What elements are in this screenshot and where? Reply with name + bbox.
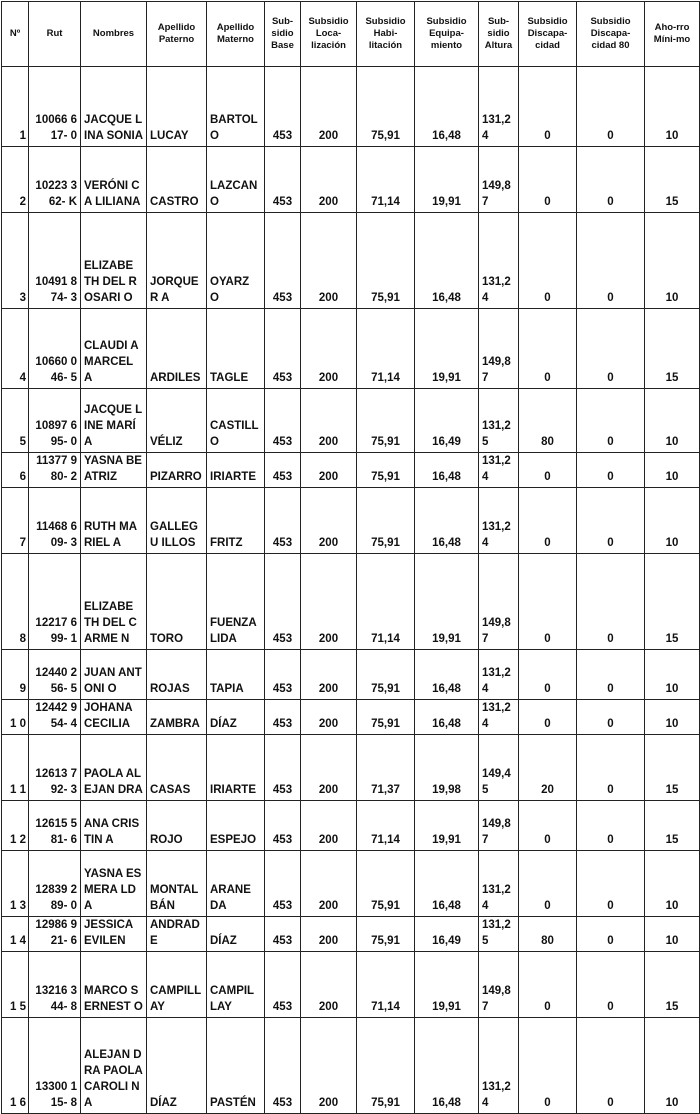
row-number: 3 [2, 213, 29, 309]
subsidio-equipamiento-cell: 16,48 [415, 1018, 479, 1114]
subsidio-discapacidad-80-cell: 0 [577, 554, 645, 650]
ahorro-minimo-cell: 15 [645, 735, 700, 801]
subsidio-altura-cell: 131,2 4 [479, 67, 519, 147]
nombres-cell: RUTH MARIEL A [81, 488, 147, 554]
subsidio-habilitacion-cell: 75,91 [357, 213, 415, 309]
subsidio-habilitacion-cell: 75,91 [357, 453, 415, 488]
apellido-paterno-cell: PIZARRO [147, 453, 207, 488]
apellido-paterno-cell: CAMPILL AY [147, 952, 207, 1018]
subsidio-localizacion-cell: 200 [301, 851, 357, 917]
subsidio-localizacion-cell: 200 [301, 389, 357, 453]
nombres-cell: PAOLA ALEJAN DRA [81, 735, 147, 801]
apellido-materno-cell: IRIARTE [207, 735, 265, 801]
apellido-materno-cell: FRITZ [207, 488, 265, 554]
apellido-materno-cell: OYARZ O [207, 213, 265, 309]
ahorro-minimo-cell: 15 [645, 554, 700, 650]
col-header-subsidio-altura: Sub-sidio Altura [479, 2, 519, 67]
subsidio-altura-cell: 131,2 4 [479, 213, 519, 309]
ahorro-minimo-cell: 15 [645, 147, 700, 213]
table-row [2, 917, 700, 952]
rut-cell: 12839 289- 0 [29, 851, 81, 917]
ahorro-minimo-cell: 10 [645, 851, 700, 917]
row-number: 1 5 [2, 952, 29, 1018]
table-row [2, 309, 700, 389]
nombres-cell: ELIZABE TH DEL ROSARI O [81, 213, 147, 309]
ahorro-minimo-cell: 10 [645, 650, 700, 700]
col-header-nro: Nº [2, 2, 29, 67]
subsidio-habilitacion-cell: 71,14 [357, 952, 415, 1018]
subsidio-localizacion-cell: 200 [301, 1018, 357, 1114]
apellido-paterno-cell: ROJO [147, 801, 207, 851]
ahorro-minimo-cell: 15 [645, 952, 700, 1018]
apellido-materno-cell: BARTOL O [207, 67, 265, 147]
header-row [2, 2, 700, 67]
subsidio-altura-cell: 131,2 5 [479, 389, 519, 453]
apellido-materno-cell: CAMPIL LAY [207, 952, 265, 1018]
ahorro-minimo-cell: 10 [645, 389, 700, 453]
subsidio-localizacion-cell: 200 [301, 952, 357, 1018]
subsidio-localizacion-cell: 200 [301, 488, 357, 554]
subsidio-discapacidad-cell: 0 [519, 147, 577, 213]
subsidio-localizacion-cell: 200 [301, 801, 357, 851]
subsidio-discapacidad-cell: 0 [519, 700, 577, 735]
rut-cell: 11377 980- 2 [29, 453, 81, 488]
subsidio-altura-cell: 131,2 4 [479, 650, 519, 700]
subsidio-localizacion-cell: 200 [301, 309, 357, 389]
nombres-cell: ELIZABE TH DEL CARME N [81, 554, 147, 650]
apellido-materno-cell: CASTILL O [207, 389, 265, 453]
subsidio-equipamiento-cell: 16,48 [415, 700, 479, 735]
nombres-cell: VERÓNI CA LILIANA [81, 147, 147, 213]
subsidio-localizacion-cell: 200 [301, 700, 357, 735]
subsidio-habilitacion-cell: 75,91 [357, 488, 415, 554]
ahorro-minimo-cell: 10 [645, 67, 700, 147]
row-number: 1 0 [2, 700, 29, 735]
table-row [2, 488, 700, 554]
ahorro-minimo-cell: 15 [645, 801, 700, 851]
apellido-materno-cell: IRIARTE [207, 453, 265, 488]
rut-cell: 12615 581- 6 [29, 801, 81, 851]
table-row [2, 147, 700, 213]
nombres-cell: ALEJAN DRA PAOLA CAROLI NA [81, 1018, 147, 1114]
nombres-cell: CLAUDI A MARCEL A [81, 309, 147, 389]
subsidio-habilitacion-cell: 75,91 [357, 1018, 415, 1114]
ahorro-minimo-cell: 10 [645, 917, 700, 952]
apellido-paterno-cell: CASTRO [147, 147, 207, 213]
ahorro-minimo-cell: 10 [645, 700, 700, 735]
subsidio-altura-cell: 149,8 7 [479, 309, 519, 389]
subsidio-discapacidad-cell: 0 [519, 952, 577, 1018]
row-number: 6 [2, 453, 29, 488]
subsidio-discapacidad-80-cell: 0 [577, 650, 645, 700]
rut-cell: 12613 792- 3 [29, 735, 81, 801]
nombres-cell: JOHANA CECILIA [81, 700, 147, 735]
subsidio-altura-cell: 131,2 4 [479, 1018, 519, 1114]
subsidio-equipamiento-cell: 16,49 [415, 917, 479, 952]
row-number: 1 6 [2, 1018, 29, 1114]
subsidio-localizacion-cell: 200 [301, 213, 357, 309]
subsidio-altura-cell: 131,2 4 [479, 488, 519, 554]
subsidio-equipamiento-cell: 19,91 [415, 554, 479, 650]
subsidio-base-cell: 453 [265, 851, 301, 917]
col-header-apellido-materno: Apellido Materno [207, 2, 265, 67]
apellido-materno-cell: FUENZA LIDA [207, 554, 265, 650]
apellido-paterno-cell: VÉLIZ [147, 389, 207, 453]
row-number: 1 3 [2, 851, 29, 917]
subsidio-base-cell: 453 [265, 735, 301, 801]
subsidio-localizacion-cell: 200 [301, 650, 357, 700]
subsidio-equipamiento-cell: 19,91 [415, 309, 479, 389]
table-row [2, 735, 700, 801]
apellido-paterno-cell: LUCAY [147, 67, 207, 147]
nombres-cell: MARCO S ERNEST O [81, 952, 147, 1018]
subsidio-discapacidad-80-cell: 0 [577, 309, 645, 389]
nombres-cell: YASNA ESMERA LDA [81, 851, 147, 917]
table-row [2, 1018, 700, 1114]
subsidio-discapacidad-cell: 0 [519, 67, 577, 147]
subsidio-equipamiento-cell: 16,49 [415, 389, 479, 453]
subsidio-discapacidad-cell: 0 [519, 309, 577, 389]
table-row [2, 952, 700, 1018]
subsidio-equipamiento-cell: 16,48 [415, 453, 479, 488]
subsidio-discapacidad-cell: 80 [519, 917, 577, 952]
subsidio-base-cell: 453 [265, 554, 301, 650]
subsidio-altura-cell: 149,8 7 [479, 952, 519, 1018]
subsidio-altura-cell: 131,2 4 [479, 700, 519, 735]
row-number: 1 1 [2, 735, 29, 801]
table-row [2, 67, 700, 147]
col-header-subsidio-habilitacion: Subsidio Habi-litación [357, 2, 415, 67]
subsidio-equipamiento-cell: 16,48 [415, 488, 479, 554]
apellido-materno-cell: DÍAZ [207, 917, 265, 952]
apellido-paterno-cell: TORO [147, 554, 207, 650]
apellido-paterno-cell: GALLEGU ILLOS [147, 488, 207, 554]
subsidio-discapacidad-80-cell: 0 [577, 488, 645, 554]
subsidio-discapacidad-80-cell: 0 [577, 851, 645, 917]
subsidio-altura-cell: 131,2 4 [479, 453, 519, 488]
subsidio-habilitacion-cell: 71,14 [357, 147, 415, 213]
apellido-materno-cell: LAZCAN O [207, 147, 265, 213]
subsidio-localizacion-cell: 200 [301, 67, 357, 147]
apellido-paterno-cell: MONTAL BÁN [147, 851, 207, 917]
subsidio-discapacidad-cell: 0 [519, 1018, 577, 1114]
col-header-subsidio-discapacidad-80: Subsidio Discapa-cidad 80 [577, 2, 645, 67]
row-number: 2 [2, 147, 29, 213]
table-row [2, 453, 700, 488]
rut-cell: 10660 046- 5 [29, 309, 81, 389]
table-row [2, 650, 700, 700]
col-header-nombres: Nombres [81, 2, 147, 67]
rut-cell: 12217 699- 1 [29, 554, 81, 650]
subsidio-habilitacion-cell: 75,91 [357, 67, 415, 147]
ahorro-minimo-cell: 15 [645, 309, 700, 389]
subsidio-localizacion-cell: 200 [301, 554, 357, 650]
rut-cell: 10223 362- K [29, 147, 81, 213]
subsidio-base-cell: 453 [265, 917, 301, 952]
apellido-paterno-cell: DÍAZ [147, 1018, 207, 1114]
apellido-paterno-cell: ZAMBRA [147, 700, 207, 735]
table-row [2, 389, 700, 453]
subsidio-habilitacion-cell: 75,91 [357, 917, 415, 952]
subsidio-discapacidad-80-cell: 0 [577, 213, 645, 309]
subsidio-discapacidad-80-cell: 0 [577, 952, 645, 1018]
rut-cell: 12986 921- 6 [29, 917, 81, 952]
subsidio-discapacidad-80-cell: 0 [577, 1018, 645, 1114]
apellido-paterno-cell: ARDILES [147, 309, 207, 389]
rut-cell: 11468 609- 3 [29, 488, 81, 554]
nombres-cell: JACQUE LINE MARÍA [81, 389, 147, 453]
rut-cell: 10897 695- 0 [29, 389, 81, 453]
subsidio-altura-cell: 131,2 5 [479, 917, 519, 952]
table-body [2, 67, 700, 1114]
subsidio-localizacion-cell: 200 [301, 453, 357, 488]
apellido-paterno-cell: ANDRAD E [147, 917, 207, 952]
rut-cell: 13300 115- 8 [29, 1018, 81, 1114]
ahorro-minimo-cell: 10 [645, 453, 700, 488]
subsidio-discapacidad-80-cell: 0 [577, 67, 645, 147]
row-number: 4 [2, 309, 29, 389]
subsidio-discapacidad-cell: 0 [519, 851, 577, 917]
subsidio-base-cell: 453 [265, 700, 301, 735]
subsidio-discapacidad-cell: 0 [519, 488, 577, 554]
col-header-subsidio-base: Sub-sidio Base [265, 2, 301, 67]
subsidio-equipamiento-cell: 16,48 [415, 851, 479, 917]
col-header-ahorro-minimo: Aho-rro Míni-mo [645, 2, 700, 67]
table-row [2, 851, 700, 917]
subsidio-habilitacion-cell: 75,91 [357, 851, 415, 917]
subsidio-altura-cell: 149,4 5 [479, 735, 519, 801]
row-number: 7 [2, 488, 29, 554]
subsidio-base-cell: 453 [265, 67, 301, 147]
table-row [2, 801, 700, 851]
col-header-subsidio-discapacidad: Subsidio Discapa-cidad [519, 2, 577, 67]
nombres-cell: YASNA BEATRIZ [81, 453, 147, 488]
subsidio-equipamiento-cell: 16,48 [415, 650, 479, 700]
subsidio-habilitacion-cell: 75,91 [357, 650, 415, 700]
subsidio-discapacidad-80-cell: 0 [577, 735, 645, 801]
nombres-cell: JUAN ANTONI O [81, 650, 147, 700]
apellido-paterno-cell: CASAS [147, 735, 207, 801]
subsidio-base-cell: 453 [265, 213, 301, 309]
row-number: 1 [2, 67, 29, 147]
table-row [2, 554, 700, 650]
apellido-materno-cell: ESPEJO [207, 801, 265, 851]
subsidio-altura-cell: 149,8 7 [479, 147, 519, 213]
subsidio-equipamiento-cell: 19,91 [415, 801, 479, 851]
subsidio-discapacidad-80-cell: 0 [577, 917, 645, 952]
table-row [2, 700, 700, 735]
apellido-materno-cell: TAGLE [207, 309, 265, 389]
rut-cell: 10066 617- 0 [29, 67, 81, 147]
row-number: 1 2 [2, 801, 29, 851]
col-header-rut: Rut [29, 2, 81, 67]
subsidio-discapacidad-cell: 20 [519, 735, 577, 801]
subsidio-discapacidad-80-cell: 0 [577, 700, 645, 735]
subsidio-localizacion-cell: 200 [301, 147, 357, 213]
subsidio-base-cell: 453 [265, 650, 301, 700]
rut-cell: 13216 344- 8 [29, 952, 81, 1018]
row-number: 5 [2, 389, 29, 453]
col-header-subsidio-localizacion: Subsidio Loca-lización [301, 2, 357, 67]
subsidio-discapacidad-cell: 80 [519, 389, 577, 453]
row-number: 8 [2, 554, 29, 650]
subsidio-equipamiento-cell: 16,48 [415, 213, 479, 309]
row-number: 1 4 [2, 917, 29, 952]
subsidio-base-cell: 453 [265, 147, 301, 213]
subsidio-equipamiento-cell: 19,91 [415, 147, 479, 213]
subsidio-base-cell: 453 [265, 801, 301, 851]
subsidio-altura-cell: 149,8 7 [479, 801, 519, 851]
apellido-paterno-cell: JORQUER A [147, 213, 207, 309]
rut-cell: 12440 256- 5 [29, 650, 81, 700]
subsidio-localizacion-cell: 200 [301, 735, 357, 801]
apellido-paterno-cell: ROJAS [147, 650, 207, 700]
subsidio-equipamiento-cell: 19,91 [415, 952, 479, 1018]
subsidio-habilitacion-cell: 71,37 [357, 735, 415, 801]
subsidio-discapacidad-cell: 0 [519, 650, 577, 700]
subsidio-base-cell: 453 [265, 488, 301, 554]
rut-cell: 12442 954- 4 [29, 700, 81, 735]
subsidio-discapacidad-80-cell: 0 [577, 801, 645, 851]
subsidio-habilitacion-cell: 71,14 [357, 801, 415, 851]
subsidio-discapacidad-cell: 0 [519, 213, 577, 309]
ahorro-minimo-cell: 10 [645, 213, 700, 309]
apellido-materno-cell: PASTÉN [207, 1018, 265, 1114]
subsidio-discapacidad-80-cell: 0 [577, 389, 645, 453]
apellido-materno-cell: DÍAZ [207, 700, 265, 735]
subsidio-discapacidad-80-cell: 0 [577, 147, 645, 213]
subsidio-base-cell: 453 [265, 453, 301, 488]
col-header-apellido-paterno: Apellido Paterno [147, 2, 207, 67]
ahorro-minimo-cell: 10 [645, 1018, 700, 1114]
subsidio-discapacidad-80-cell: 0 [577, 453, 645, 488]
apellido-materno-cell: ARANE DA [207, 851, 265, 917]
subsidio-localizacion-cell: 200 [301, 917, 357, 952]
subsidio-habilitacion-cell: 75,91 [357, 389, 415, 453]
subsidio-discapacidad-cell: 0 [519, 453, 577, 488]
subsidio-discapacidad-cell: 0 [519, 554, 577, 650]
nombres-cell: ANA CRISTIN A [81, 801, 147, 851]
subsidio-habilitacion-cell: 75,91 [357, 700, 415, 735]
ahorro-minimo-cell: 10 [645, 488, 700, 554]
subsidy-table [1, 1, 700, 1114]
subsidio-altura-cell: 149,8 7 [479, 554, 519, 650]
subsidio-discapacidad-cell: 0 [519, 801, 577, 851]
subsidio-habilitacion-cell: 71,14 [357, 554, 415, 650]
col-header-subsidio-equipamiento: Subsidio Equipa-miento [415, 2, 479, 67]
subsidio-base-cell: 453 [265, 389, 301, 453]
rut-cell: 10491 874- 3 [29, 213, 81, 309]
nombres-cell: JESSICA EVILEN [81, 917, 147, 952]
subsidio-habilitacion-cell: 71,14 [357, 309, 415, 389]
subsidio-base-cell: 453 [265, 1018, 301, 1114]
table-row [2, 213, 700, 309]
nombres-cell: JACQUE LINA SONIA [81, 67, 147, 147]
apellido-materno-cell: TAPIA [207, 650, 265, 700]
subsidio-base-cell: 453 [265, 309, 301, 389]
subsidio-altura-cell: 131,2 4 [479, 851, 519, 917]
subsidio-base-cell: 453 [265, 952, 301, 1018]
subsidio-equipamiento-cell: 19,98 [415, 735, 479, 801]
row-number: 9 [2, 650, 29, 700]
subsidio-equipamiento-cell: 16,48 [415, 67, 479, 147]
